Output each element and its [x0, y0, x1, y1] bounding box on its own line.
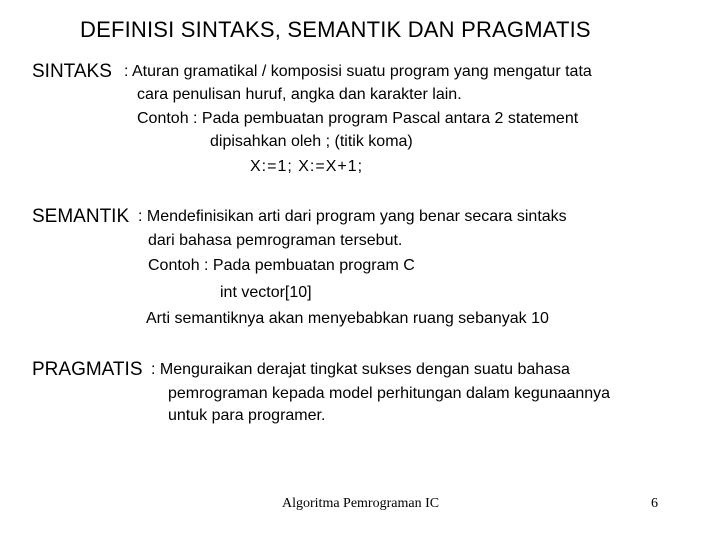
semantik-term: SEMANTIK — [32, 206, 130, 227]
sintaks-line: dipisahkan oleh ; (titik koma) — [210, 133, 413, 150]
sintaks-line: Contoh : Pada pembuatan program Pascal antara 2 statement — [137, 110, 579, 127]
page-title: DEFINISI SINTAKS, SEMANTIK DAN PRAGMATIS — [80, 17, 591, 42]
page-number: 6 — [651, 496, 658, 511]
semantik-line: Arti semantiknya akan menyebabkan ruang sebanyak 10 — [146, 310, 549, 327]
sintaks-code-example: X:=1; X:=X+1; — [250, 158, 364, 175]
sintaks-term: SINTAKS — [32, 61, 112, 82]
pragmatis-line: untuk para programer. — [168, 407, 326, 424]
pragmatis-line: pemrograman kepada model perhitungan dalam kegunaannya — [168, 385, 611, 402]
semantik-line: : Mendefinisikan arti dari program yang benar secara sintaks — [138, 208, 567, 225]
semantik-code-example: int vector[10] — [220, 284, 312, 301]
semantik-line: dari bahasa pemrograman tersebut. — [148, 232, 403, 249]
sintaks-line: : Aturan gramatikal / komposisi suatu program yang mengatur tata — [124, 63, 592, 80]
footer-course: Algoritma Pemrograman IC — [282, 496, 440, 511]
pragmatis-line: : Menguraikan derajat tingkat sukses dengan suatu bahasa — [151, 361, 570, 378]
sintaks-line: cara penulisan huruf, angka dan karakter lain. — [137, 86, 462, 103]
pragmatis-term: PRAGMATIS — [32, 359, 143, 380]
semantik-line: Contoh : Pada pembuatan program C — [148, 257, 415, 274]
